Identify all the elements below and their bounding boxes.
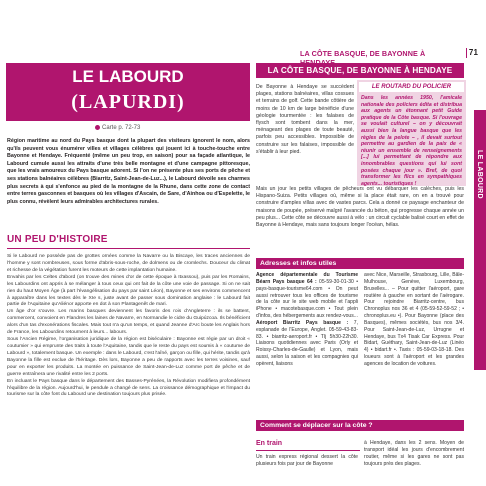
chapter-intro: Région maritime au nord du Pays basque dont la plupart des visiteurs ignorent le nom, alors qu'ils peuvent vous énumérer villes et villages célèbres qui jouent ici à touche-touche entre Bayonne et Hendaye. Fréquenté (même un peu trop, en saison) pour sa façade atlantique, le Labourd cumule aussi les attraits d'une très belle montagne et d'une campagne pittoresque, que les vrais amoureux du Pays basque adorent. Si l'on ne présente plus ses ports de pêche et ses stations balnéaires célèbres (Biarritz, Saint-Jean-de-Luz...), le Labourd dévoile ses charmes plus secrets à qui s'enfonce au pied de la montagne de la Rhune, dans cette zone de contact entre terres gasconnes et basques où les villages d'Ascain, de Sare, d'Ainhoa ou d'Espelette, le plus connu, révèlent leurs admirables architectures rurales. [7,138,250,205]
addresses-right-column: avec Nice, Marseille, Strasbourg, Lille, Bâle-Mulhouse, Genève, Luxembourg, Bruxelles... – Pour quitter l'aéroport, gare routière à gauche en sortant de l'aérogare. Pour rejoindre Biarritz-centre, bus Chronoplus nos 36 et 4 (05-59-52-59-52 ; • chronoplus.eu •). Pour Bayonne (place des Basques), mêmes sociétés, bus nos 3/4. Pour Saint-Jean-de-Luz, Urrugne et Hendaye, bus Tx4 Tisak Car Express. Pour Bidart, Guéthary, Saint-Jean-de-Luz (Linéo 4) • bidart.fr •. Taxis : 05-59-03-18-18. Des loueurs sont à l'aéroport et les grandes agences de location de voitures. [364,272,464,367]
train-text-right: à Hendaye, dans les 2 sens. Moyen de transport idéal les jours d'encombrement routier, même si les gares ne sont pas toujours près des plages. [364,440,464,467]
train-text-left: Un train express régional dessert la côte plusieurs fois par jour de Bayonne [256,454,358,467]
routard-text: Dans les années 1950, l'amicale nationale des policiers édita et distribua aux agents un étonnant petit Guide pratique de la Côte basque. Si l'ouvrage se voulait culturel – on y découvrait aussi bien la langue basque que les règles de la pelote – , il devait surtout permettre au gardien de la paix de « réunir un ensemble de renseignements [...] lui permettant de répondre aux innombrables questions qui lui sont posées chaque jour ». Bref, de quoi transformer les flics en sympathiques agents... touristiques ! [361,95,462,187]
getting-around-heading: Comment se déplacer sur la côte ? [256,420,464,431]
routard-box [357,80,466,186]
addresses-heading: Adresses et infos utiles [256,258,464,269]
routard-heading: LE ROUTARD DU POLICIER [359,82,464,92]
map-reference [95,125,140,131]
section-title: LA CÔTE BASQUE, DE BAYONNE À HENDAYE [256,63,464,78]
running-head-title: LA CÔTE BASQUE, DE BAYONNE À [300,49,426,58]
history-paragraph: En incluant le Pays basque dans le département des Basses-Pyrénées, la Révolution modifiera profondément l'équilibre de la région. Aujourd'hui, le pendule a changé de sens. La croissance démographique et l'impact du tourisme sur la côte font du Labourd une destination toujours plus prisée. [7,378,250,398]
chapter-subtitle: (LAPURDI) [71,91,185,113]
address-entry-title: Aéroport Biarritz Pays basque : [256,319,349,326]
history-heading: UN PEU D'HISTOIRE [7,234,108,245]
section-intro-full: Mais un jour les petits villages de pêcheurs ont vu débarquer les calèches, puis les Hispano-Suiza. Petits villages où, même si la place était rare, on en a trouvé pour construire d'amples villas avec de vastes parcs. Cela a donné ce paysage enchanteur de maisons de poupée, préservé malgré l'avancée du béton, qui progresse chaque année un peu plus... Cette côte se découvre aussi à vélo : un circuit cyclable balisé court en effet de Bayonne à Hendaye, mais sans toujours longer l'océan, hélas. [256,186,464,229]
history-paragraph: Envahis par les Celtes d'abord (on trouve des mines d'or de cette époque à Itxassou), puis par les Romains, les Labourdins ont appris à se mélanger à tous ceux qui ont fait de la côte une voie de passage. Si on ne sait rien du haut Moyen Âge (à part l'évangélisation du pays par saint Léon), Bayonne et ses environs commencent à apparaître dans les textes dès le XIe s, juste avant de passer sous domination anglaise : le Labourd fait partie de l'Aquitaine qu'Aliénor apporte en dot à son Plantagenêt de mari. [7,274,250,308]
addresses-left-column [256,272,358,368]
running-head-divider [466,48,467,58]
side-tab [474,110,486,370]
chapter-title: LE LABOURD [72,67,184,86]
train-rule [256,450,360,451]
address-entry-title: Agence départementale du Tourisme Béarn Pays basque 64 : [256,272,358,285]
address-entry [256,272,358,320]
map-bullet-icon [95,125,100,130]
running-head [300,46,480,60]
history-rule [7,248,250,249]
address-entry-text: 7, esplanade de l'Europe, Anglet. 05-59-43-83-83. • biarritz-aeroport.fr • Tlj 5h30-22h30. Liaisons quotidiennes avec Paris (Orly et Roissy-Charles-de-Gaulle) et Lyon, mais aussi, selon la saison et les compagnies qui opèrent, liaisons [256,319,358,367]
address-entry [256,320,358,368]
map-reference-text: Carte p. 72-73 [102,125,141,132]
side-tab-label: LE LABOURD [476,150,483,199]
address-entry-text: 05-59-30-01-30 • pays-basque-tourisme64.com • On peut aussi retrouver tous les offices de tourisme de la côte sur le site web mobile et l'appli iPhone • macotebasque.com • Tout plein d'infos, des hébergements aux rendez-vous... [256,278,358,320]
page-number: 71 [468,48,478,57]
chapter-title-box [6,63,250,121]
train-heading: En train [256,440,283,447]
section-intro-column: De Bayonne à Hendaye se succèdent plages, stations balnéaires, villas cossues et terrains de golf. Cette bande côtière de moins de 10 km de large bénéficie d'une géologie tourmentée : les falaises de flysch sont tombent dans la mer, ménageant des plages de toute beauté, parfois peu accessibles. Impossible de construire sur les falaises, impossible de s'établir à leur pied. [256,84,354,155]
history-paragraph: Sous l'Ancien Régime, l'organisation juridique de la région est biséculaire : Bayonne est régie par un droit « coutumier » qui emprunte des traits à toute l'Aquitaine, tandis que le reste du pays est soumis à « coutume de Labourd », totalement basque. Un exemple : dans le Labourd, c'est l'aîné, garçon ou fille, qui hérite, tandis qu'à Bayonne la fille est exclue de l'héritage. Dès lors, Bayonne a peu de rapports avec les terres voisines, sauf pour en exporter les produits. La montée en puissance de Saint-Jean-de-Luz comme port de pêche et de guerre entraînera une rivalité entre les 2 ports. [7,337,251,377]
history-body [7,254,250,399]
history-paragraph: Si le Labourd ne possède pas de grottes ornées comme la Navarre ou la Biscaye, les traces anciennes de l'homme y sont nombreuses, sous forme d'abris-sous-roche, de dolmens ou de cromlechs. Douceur du climat et richesse de la végétation furent les moteurs de cette implantation humaine. [7,254,250,273]
history-paragraph: Un âge d'or s'ouvre. Les marins basques deviennent les favoris des rois d'Angleterre : ils se battent, commercent, convoient en Flandres les laines de Navarre, en Normandie le cidre du Guipúzcoa. Ils bénéficient alors d'un tas d'exonérations fiscales. Mais tout n'a qu'un temps, et quand Jeanne d'Arc boute les Anglais hors de France, les Labourdins retournent à leurs... labours. [7,309,250,336]
